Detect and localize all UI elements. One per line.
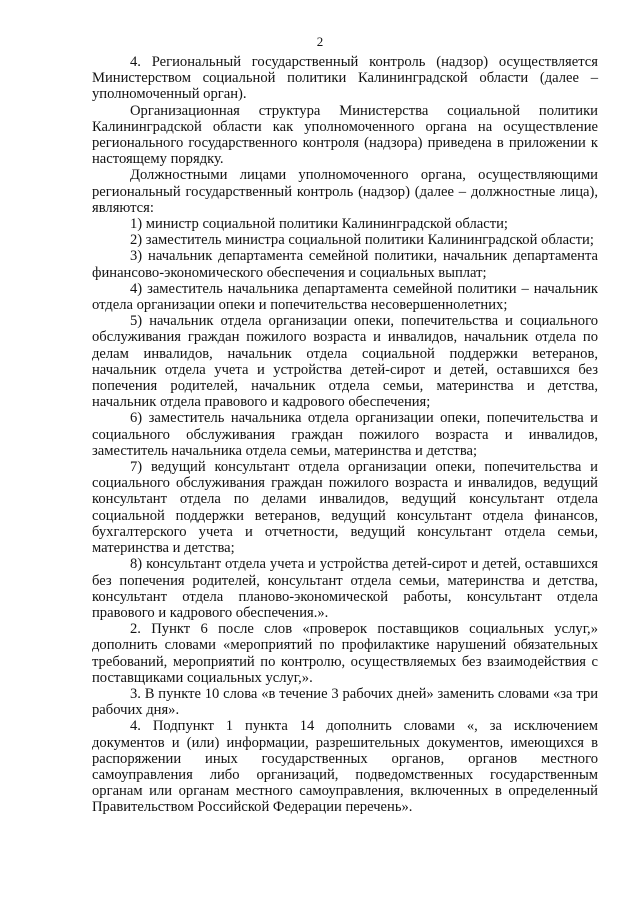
amendment-4: 4. Подпункт 1 пункта 14 дополнить словами «, за исключением документов и (или) информации, разрешительных документов, имеющихся в распоряжении иных государственных органов, органов местного самоуправления либо организаций, подведомственных государственным органам или органам местного самоуправления, включенных в определенный Правительством Российской Федерации перечень». <box>92 718 598 816</box>
document-body <box>92 54 598 816</box>
paragraph-3: Должностными лицами уполномоченного органа, осуществляющими региональный государственный контроль (надзор) (далее – должностные лица), являются: <box>92 167 598 216</box>
list-item-7: 7) ведущий консультант отдела организации опеки, попечительства и социального обслуживания граждан пожилого возраста и инвалидов, ведущий консультант отдела по делами инвалидов, ведущий консультант отдела социальной поддержки ветеранов, ведущий консультант отдела финансов, бухгалтерского учета и отчетности, ведущий консультант отдела семьи, материнства и детства; <box>92 459 598 557</box>
list-item-2: 2) заместитель министра социальной политики Калининградской области; <box>130 232 594 249</box>
list-item-3: 3) начальник департамента семейной политики, начальник департамента финансово-экономического обеспечения и социальных выплат; <box>92 248 598 281</box>
list-item-8: 8) консультант отдела учета и устройства детей-сирот и детей, оставшихся без попечения родителей, консультант отдела семьи, материнства и детства, консультант отдела планово-экономической работы, консультант отдела правового и кадрового обеспечения.». <box>92 556 598 621</box>
list-item-1: 1) министр социальной политики Калининградской области; <box>130 216 508 233</box>
amendment-3: 3. В пункте 10 слова «в течение 3 рабочих дней» заменить словами «за три рабочих дня». <box>92 685 598 719</box>
list-item-6: 6) заместитель начальника отдела организации опеки, попечительства и социального обслуживания граждан пожилого возраста и инвалидов, заместитель начальника отдела семьи, материнства и детства; <box>92 410 598 459</box>
amendment-2: 2. Пункт 6 после слов «проверок поставщиков социальных услуг,» дополнить словами «мероприятий по профилактике нарушений обязательных требований, мероприятий по контролю, осуществляемых без взаимодействия с поставщиками социальных услуг,». <box>92 621 598 686</box>
paragraph-1: 4. Региональный государственный контроль (надзор) осуществляется Министерством социальной политики Калининградской области (далее – уполномоченный орган). <box>92 54 598 103</box>
paragraph-2: Организационная структура Министерства социальной политики Калининградской области как уполномоченного органа на осуществление регионального государственного контроля (надзора) приведена в приложении к настоящему порядку. <box>92 102 598 168</box>
page-number: 2 <box>316 34 324 49</box>
list-item-5: 5) начальник отдела организации опеки, попечительства и социального обслуживания граждан пожилого возраста и инвалидов, начальник отдела по делам инвалидов, начальник отдела социальной поддержки ветеранов, начальник отдела учета и устройства детей-сирот и детей, оставшихся без попечения родителей, начальник отдела семьи, материнства и детства, начальник отдела правового и кадрового обеспечения; <box>92 313 598 411</box>
list-item-4: 4) заместитель начальника департамента семейной политики – начальник отдела организации опеки и попечительства несовершеннолетних; <box>92 280 598 314</box>
